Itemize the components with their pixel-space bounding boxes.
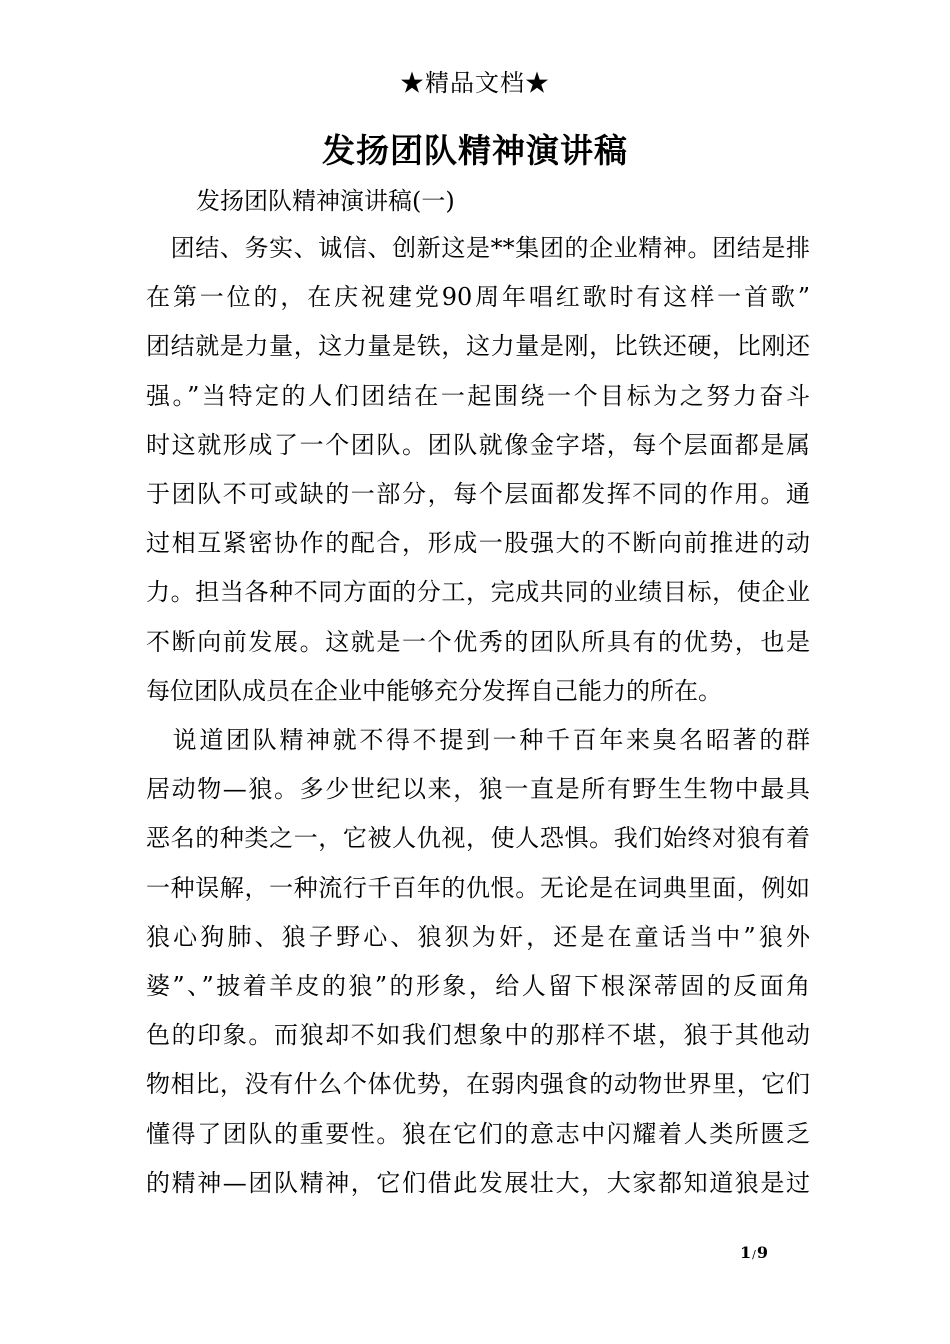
text-line: 不断向前发展。这就是一个优秀的团队所具有的优势，也是 (146, 627, 810, 656)
text-line: 色的印象。而狼却不如我们想象中的那样不堪，狼于其他动 (146, 1021, 810, 1050)
text-line: 居动物—狼。多少世纪以来，狼一直是所有野生生物中最具 (146, 775, 810, 804)
document-subtitle: 发扬团队精神演讲稿(一) (196, 187, 455, 215)
text-line: 婆”、”披着羊皮的狼”的形象，给人留下根深蒂固的反面角 (146, 972, 810, 1001)
text-line: 团结、务实、诚信、创新这是**集团的企业精神。团结是排 (146, 234, 810, 262)
text-line: 狼心狗肺、狼子野心、狼狈为奸，还是在童话当中”狼外 (146, 922, 810, 951)
document-title: 发扬团队精神演讲稿 (322, 131, 628, 170)
text-line: 每位团队成员在企业中能够充分发挥自己能力的所在。 (146, 676, 722, 705)
page-total: 9 (756, 1243, 768, 1262)
text-line: 物相比，没有什么个体优势，在弱肉强食的动物世界里，它们 (146, 1070, 810, 1099)
text-line: 于团队不可或缺的一部分，每个层面都发挥不同的作用。通 (146, 480, 810, 509)
text-line: 时这就形成了一个团队。团队就像金字塔，每个层面都是属 (146, 430, 810, 459)
text-line: 的精神—团队精神，它们借此发展壮大，大家都知道狼是过 (146, 1168, 810, 1197)
page-separator: / (752, 1248, 756, 1261)
paragraph-2 (146, 716, 810, 1208)
text-line: 说道团队精神就不得不提到一种千百年来臭名昭著的群 (146, 726, 810, 755)
paragraph-1 (146, 224, 810, 716)
page-number (740, 1243, 768, 1265)
text-line: 力。担当各种不同方面的分工，完成共同的业绩目标，使企业 (146, 578, 810, 607)
text-line: 团结就是力量，这力量是铁，这力量是刚，比铁还硬，比刚还 (146, 332, 810, 361)
page-current: 1 (740, 1243, 752, 1262)
text-line: 强。”当特定的人们团结在一起围绕一个目标为之努力奋斗 (146, 381, 810, 410)
text-line: 恶名的种类之一，它被人仇视，使人恐惧。我们始终对狼有着 (146, 824, 810, 853)
text-line: 过相互紧密协作的配合，形成一股强大的不断向前推进的动 (146, 529, 810, 558)
text-line: 一种误解，一种流行千百年的仇恨。无论是在词典里面，例如 (146, 873, 810, 902)
text-line: 懂得了团队的重要性。狼在它们的意志中闪耀着人类所匮乏 (146, 1119, 810, 1148)
body-text (146, 224, 810, 1208)
text-line: 在第一位的，在庆祝建党90周年唱红歌时有这样一首歌” (146, 283, 810, 312)
header-mark: ★精品文档★ (400, 69, 550, 97)
